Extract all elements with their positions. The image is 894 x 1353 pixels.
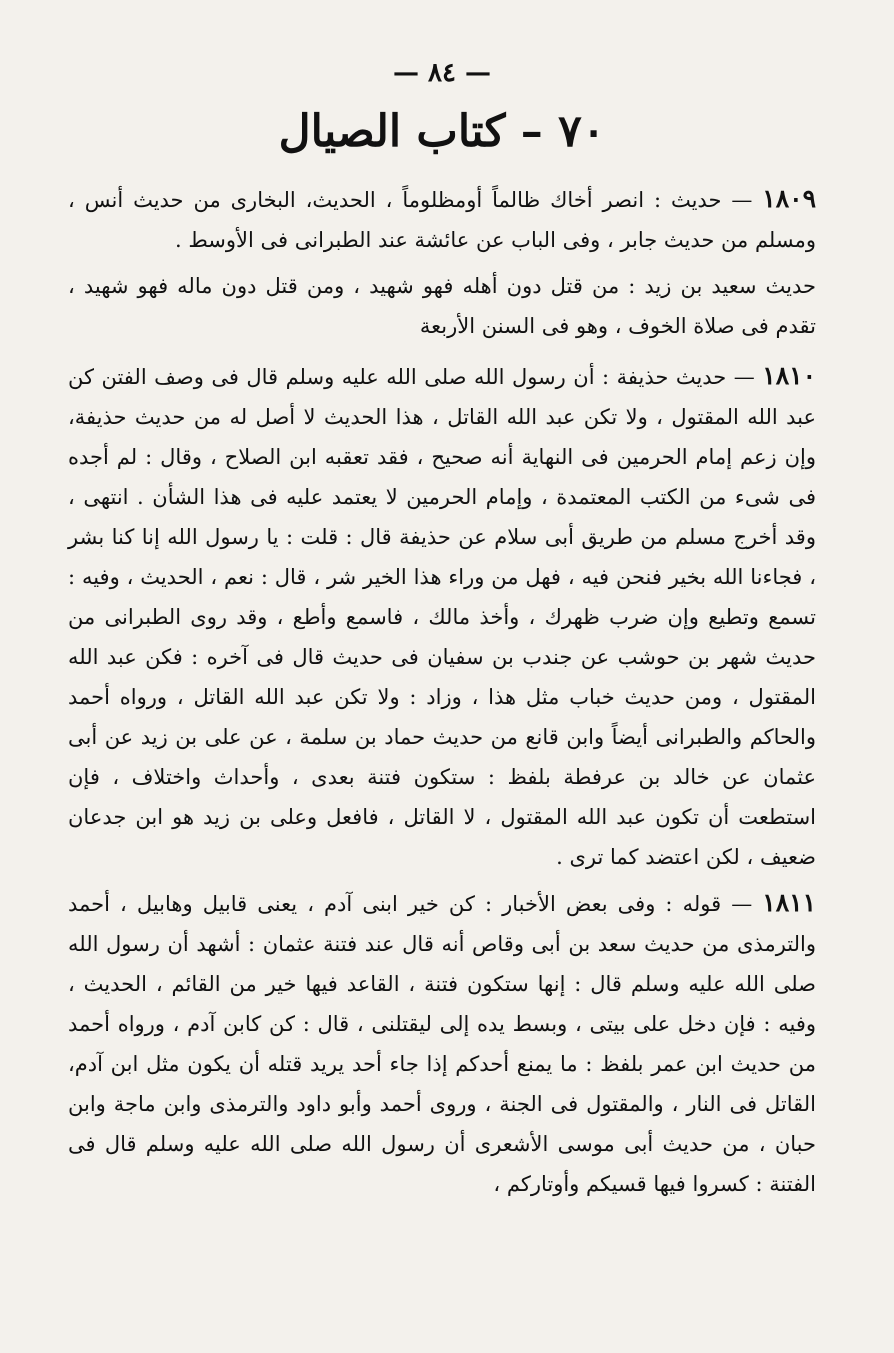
hadith-entry-1810 bbox=[68, 356, 816, 877]
entry-text: حديث سعيد بن زيد : من قتل دون أهله فهو شهيد ، ومن قتل دون ماله فهو شهيد ، تقدم فى صلاة الخوف ، وهو فى السنن الأربعة bbox=[68, 274, 816, 338]
hadith-entry-saeed bbox=[68, 266, 816, 346]
entry-number: ١٨٠٩ bbox=[762, 184, 816, 213]
entry-text: — حديث حذيفة : أن رسول الله صلى الله عليه وسلم قال فى وصف الفتن كن عبد الله المقتول ، ولا تكن عبد الله القاتل ، هذا الحديث لا أصل له من حديث حذيفة، وإن زعم إمام الحرمين فى النهاية أنه صحيح ، فقد تعقبه ابن الصلاح ، وقال : لم أجده فى شىء من الكتب المعتمدة ، وإمام الحرمين لا يعتمد عليه فى هذا الشأن . انتهى ، وقد أخرج مسلم من طريق أبى سلام عن حذيفة قال : قلت : يا رسول الله إنا كنا بشر ، فجاءنا الله بخير فنحن فيه ، فهل من وراء هذا الخير شر ، قال : نعم ، الحديث ، وفيه : تسمع وتطيع وإن ضرب ظهرك ، وأخذ مالك ، فاسمع وأطع ، وقد روى الطبرانى من حديث شهر بن حوشب عن جندب بن سفيان فى حديث قال فى آخره : فكن عبد الله المقتول ، ومن حديث خباب مثل هذا ، وزاد : ولا تكن عبد الله القاتل ، ورواه أحمد والحاكم والطبرانى أيضاً وابن قانع من حديث حماد بن سلمة ، عن على بن زيد عن أبى عثمان عن خالد بن عرفطة بلفظ : ستكون فتنة بعدى ، وأحداث واختلاف ، فإن استطعت أن تكون عبد الله المقتول ، لا القاتل ، فافعل وعلى بن زيد هو ابن جدعان ضعيف ، لكن اعتضد كما ترى . bbox=[68, 365, 816, 869]
entry-number: ١٨١١ bbox=[762, 888, 816, 917]
hadith-entry-1809 bbox=[68, 179, 816, 260]
entry-text: — حديث : انصر أخاك ظالماً أومظلوماً ، الحديث، البخارى من حديث أنس ، ومسلم من حديث جابر ، وفى الباب عن عائشة عند الطبرانى فى الأوسط . bbox=[68, 188, 816, 252]
chapter-title: ٧٠ – كتاب الصيال bbox=[278, 106, 606, 157]
entry-text: — قوله : وفى بعض الأخبار : كن خير ابنى آدم ، يعنى قابيل وهابيل ، أحمد والترمذى من حديث سعد بن أبى وقاص أنه قال عند فتنة عثمان : أشهد أن رسول الله صلى الله عليه وسلم قال : إنها ستكون فتنة ، القاعد فيها خير من القائم ، الحديث ، وفيه : فإن دخل على بيتى ، وبسط يده إلى ليقتلنى ، قال : كن كابن آدم ، ورواه أحمد من حديث ابن عمر بلفظ : ما يمنع أحدكم إذا جاء أحد يريد قتله أن يكون مثل ابن آدم، القاتل فى النار ، والمقتول فى الجنة ، وروى أحمد وأبو داود والترمذى وابن ماجة وابن حبان ، من حديث أبى موسى الأشعرى أن رسول الله صلى الله عليه وسلم قال فى الفتنة : كسروا فيها قسيكم وأوتاركم ، bbox=[68, 892, 816, 1196]
entry-number: ١٨١٠ bbox=[762, 361, 816, 390]
page-number: — ٨٤ — bbox=[392, 58, 492, 88]
hadith-entry-1811 bbox=[68, 883, 816, 1204]
